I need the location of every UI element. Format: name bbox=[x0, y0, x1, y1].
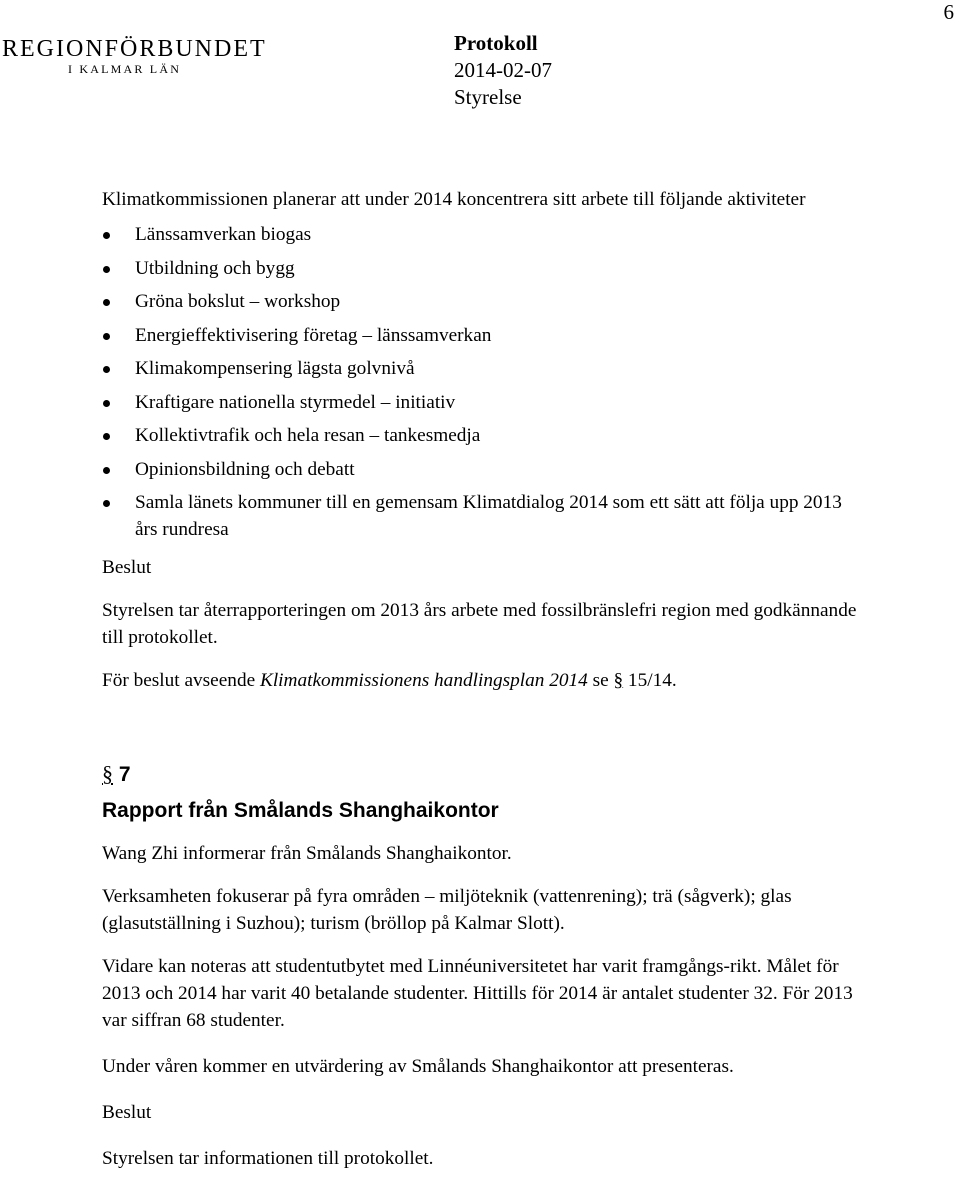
list-item-text: Klimakompensering lägsta golvnivå bbox=[135, 358, 415, 379]
section7-paragraph-2: Verksamheten fokuserar på fyra områden – miljöteknik (vattenrening); trä (sågverk); glas (glasutställning i Suzhou); turism (bröllop på Kalmar Slott). bbox=[102, 886, 792, 934]
section6-intro: Klimatkommissionen planerar att under 2014 koncentrera sitt arbete till följande aktiviteter bbox=[102, 189, 806, 210]
reference-prefix: För beslut avseende bbox=[102, 670, 260, 691]
section-sign: § bbox=[102, 761, 113, 786]
section7-paragraph-4: Under våren kommer en utvärdering av Smålands Shanghaikontor att presenteras. bbox=[102, 1056, 734, 1077]
bullet-icon bbox=[103, 366, 110, 373]
bullet-icon bbox=[103, 266, 110, 273]
bullet-icon bbox=[103, 299, 110, 306]
reference-target: 15/14. bbox=[623, 670, 677, 691]
list-item bbox=[102, 355, 862, 382]
section7-paragraph-3: Vidare kan noteras att studentutbytet med Linnéuniversitetet har varit framgångs-rikt. Målet för 2013 och 2014 har varit 40 betalande studenter. Hittills för 2014 är antalet studenter 32. För 2013 var siffran 68 studenter. bbox=[102, 956, 853, 1031]
list-item bbox=[102, 255, 862, 282]
list-item bbox=[102, 456, 862, 483]
beslut-label: Beslut bbox=[102, 1102, 152, 1123]
bullet-icon bbox=[103, 333, 110, 340]
section6-decision: Styrelsen tar återrapporteringen om 2013 års arbete med fossilbränslefri region med godkännande till protokollet. bbox=[102, 600, 857, 648]
region-forbundet-logo bbox=[2, 36, 267, 76]
list-item bbox=[102, 221, 862, 248]
list-item bbox=[102, 489, 862, 543]
bullet-icon bbox=[103, 500, 110, 507]
list-item bbox=[102, 422, 862, 449]
list-item-text: Utbildning och bygg bbox=[135, 257, 295, 279]
document-type: Protokoll bbox=[454, 31, 538, 55]
list-item bbox=[102, 288, 862, 315]
section7-paragraph-1: Wang Zhi informerar från Smålands Shanghaikontor. bbox=[102, 843, 512, 864]
bullet-icon bbox=[103, 400, 110, 407]
bullet-icon bbox=[103, 232, 110, 239]
handlingsplan-reference bbox=[102, 667, 862, 694]
list-item-text: Länssamverkan biogas bbox=[135, 224, 312, 245]
list-item-text: Energieffektivisering företag – länssamverkan bbox=[135, 324, 492, 346]
document-date: 2014-02-07 bbox=[454, 58, 552, 82]
section-sign-link[interactable]: § bbox=[613, 670, 624, 691]
list-item bbox=[102, 322, 862, 349]
bullet-icon bbox=[103, 467, 110, 474]
list-item bbox=[102, 389, 862, 416]
page-number: 6 bbox=[943, 0, 954, 24]
list-item-text: Kraftigare nationella styrmedel – initiativ bbox=[135, 391, 456, 413]
section-number bbox=[102, 760, 862, 789]
list-item-text: Gröna bokslut – workshop bbox=[135, 291, 341, 312]
document-body: Styrelse bbox=[454, 85, 522, 109]
logo-word-forbundet: FÖRBUNDET bbox=[104, 36, 267, 62]
section-spacer bbox=[102, 694, 862, 760]
section7-decision: Styrelsen tar informationen till protokollet. bbox=[102, 1148, 434, 1169]
document-header bbox=[454, 30, 552, 111]
activity-list bbox=[102, 221, 862, 543]
document-content bbox=[102, 186, 862, 1172]
reference-document-title: Klimatkommissionens handlingsplan 2014 bbox=[259, 670, 588, 691]
beslut-label: Beslut bbox=[102, 557, 152, 578]
logo-subtitle: I KALMAR LÄN bbox=[68, 62, 182, 76]
logo-word-region: REGION bbox=[2, 36, 105, 62]
list-item-text: Samla länets kommuner till en gemensam Klimatdialog 2014 som ett sätt att följa upp 2013 års rundresa bbox=[135, 492, 842, 540]
section-number-value: 7 bbox=[113, 763, 131, 786]
list-item-text: Opinionsbildning och debatt bbox=[135, 458, 355, 480]
bullet-icon bbox=[103, 433, 110, 440]
logo-wordmark bbox=[2, 36, 267, 62]
reference-mid: se bbox=[587, 670, 614, 691]
section-title: Rapport från Smålands Shanghaikontor bbox=[102, 799, 499, 822]
list-item-text: Kollektivtrafik och hela resan – tankesmedja bbox=[135, 425, 481, 446]
